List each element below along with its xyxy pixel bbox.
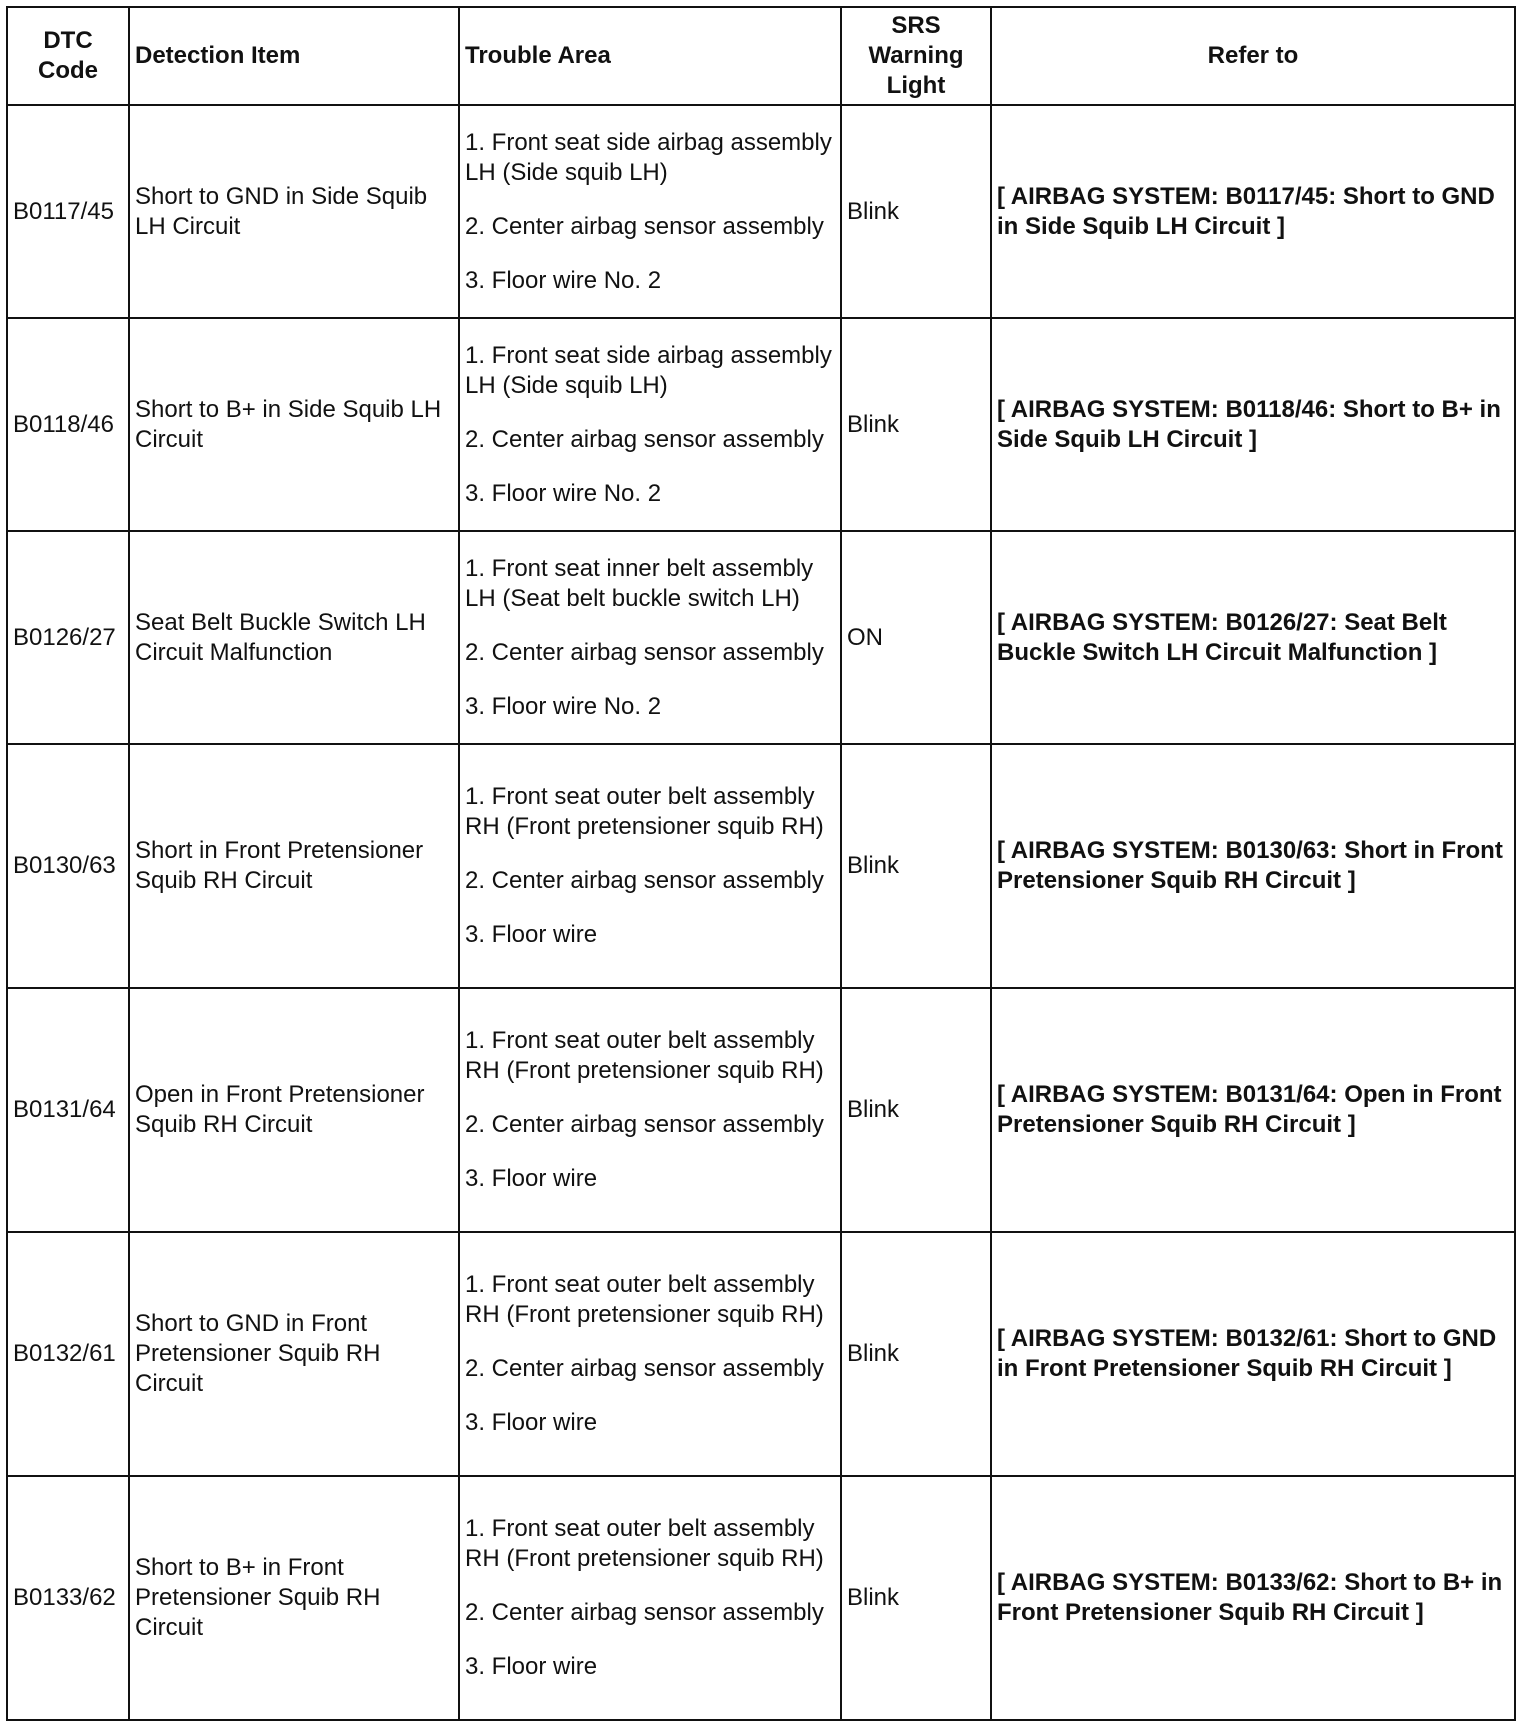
table-row	[7, 1476, 1515, 1720]
table-row	[7, 318, 1515, 531]
refer-to-link[interactable]: [ AIRBAG SYSTEM: B0133/62: Short to B+ in Front Pretensioner Squib RH Circuit ]	[991, 1476, 1515, 1720]
detection-item-cell: Seat Belt Buckle Switch LH Circuit Malfunction	[129, 531, 459, 744]
header-srs-warning-light	[841, 7, 991, 105]
dtc-code-cell: B0131/64	[7, 988, 129, 1232]
trouble-area-step: 2. Center airbag sensor assembly	[465, 1355, 824, 1382]
refer-to-link[interactable]: [ AIRBAG SYSTEM: B0118/46: Short to B+ in Side Squib LH Circuit ]	[991, 318, 1515, 531]
header-dtc-code-line: Code	[38, 57, 98, 84]
trouble-area-step: 1. Front seat outer belt assembly RH (Front pretensioner squib RH)	[465, 1027, 824, 1084]
refer-to-link[interactable]: [ AIRBAG SYSTEM: B0130/63: Short in Front Pretensioner Squib RH Circuit ]	[991, 744, 1515, 988]
trouble-area-step: 3. Floor wire No. 2	[465, 692, 662, 720]
detection-item-cell: Short to GND in Front Pretensioner Squib RH Circuit	[129, 1232, 459, 1476]
detection-item-cell: Short to B+ in Side Squib LH Circuit	[129, 318, 459, 531]
srs-light-cell: ON	[841, 531, 991, 744]
detection-item-cell: Short to GND in Side Squib LH Circuit	[129, 105, 459, 318]
trouble-area-step: 3. Floor wire	[465, 1653, 598, 1680]
header-dtc-code	[7, 7, 129, 105]
header-trouble-area: Trouble Area	[459, 7, 841, 105]
trouble-area-step: 2. Center airbag sensor assembly	[465, 638, 824, 666]
dtc-code-cell: B0118/46	[7, 318, 129, 531]
dtc-table	[6, 6, 1516, 1721]
refer-to-link[interactable]: [ AIRBAG SYSTEM: B0117/45: Short to GND in Side Squib LH Circuit ]	[991, 105, 1515, 318]
table-row	[7, 1232, 1515, 1476]
refer-to-link[interactable]: [ AIRBAG SYSTEM: B0132/61: Short to GND in Front Pretensioner Squib RH Circuit ]	[991, 1232, 1515, 1476]
table-row	[7, 105, 1515, 318]
dtc-code-cell: B0133/62	[7, 1476, 129, 1720]
trouble-area-cell	[459, 1476, 841, 1720]
trouble-area-step: 2. Center airbag sensor assembly	[465, 1599, 824, 1626]
header-detection-item: Detection Item	[129, 7, 459, 105]
table-header-row	[7, 7, 1515, 105]
dtc-code-cell: B0117/45	[7, 105, 129, 318]
header-srs-line: Warning	[868, 42, 964, 69]
trouble-area-step: 3. Floor wire	[465, 921, 598, 948]
srs-light-cell: Blink	[841, 988, 991, 1232]
trouble-area-step: 3. Floor wire	[465, 1165, 598, 1192]
trouble-area-step: 1. Front seat side airbag assembly LH (Side squib LH)	[465, 341, 832, 399]
srs-light-cell: Blink	[841, 1476, 991, 1720]
table-row	[7, 744, 1515, 988]
header-srs-line: SRS	[891, 12, 941, 39]
trouble-area-step: 1. Front seat outer belt assembly RH (Front pretensioner squib RH)	[465, 783, 824, 840]
trouble-area-step: 2. Center airbag sensor assembly	[465, 1111, 824, 1138]
dtc-code-cell: B0126/27	[7, 531, 129, 744]
srs-light-cell: Blink	[841, 105, 991, 318]
dtc-code-cell: B0132/61	[7, 1232, 129, 1476]
header-refer-to: Refer to	[991, 7, 1515, 105]
trouble-area-step: 2. Center airbag sensor assembly	[465, 867, 824, 894]
trouble-area-step: 3. Floor wire No. 2	[465, 266, 662, 294]
srs-light-cell: Blink	[841, 744, 991, 988]
trouble-area-cell	[459, 105, 841, 318]
table-row	[7, 531, 1515, 744]
trouble-area-step: 1. Front seat outer belt assembly RH (Front pretensioner squib RH)	[465, 1515, 824, 1572]
srs-light-cell: Blink	[841, 318, 991, 531]
trouble-area-cell	[459, 531, 841, 744]
trouble-area-step: 1. Front seat outer belt assembly RH (Front pretensioner squib RH)	[465, 1271, 824, 1328]
dtc-code-cell: B0130/63	[7, 744, 129, 988]
refer-to-link[interactable]: [ AIRBAG SYSTEM: B0126/27: Seat Belt Buckle Switch LH Circuit Malfunction ]	[991, 531, 1515, 744]
trouble-area-step: 2. Center airbag sensor assembly	[465, 425, 824, 453]
trouble-area-step: 1. Front seat side airbag assembly LH (Side squib LH)	[465, 128, 832, 186]
table-row	[7, 988, 1515, 1232]
header-srs-line: Light	[886, 72, 946, 99]
detection-item-cell: Short in Front Pretensioner Squib RH Circuit	[129, 744, 459, 988]
trouble-area-cell	[459, 744, 841, 988]
refer-to-link[interactable]: [ AIRBAG SYSTEM: B0131/64: Open in Front Pretensioner Squib RH Circuit ]	[991, 988, 1515, 1232]
trouble-area-cell	[459, 1232, 841, 1476]
detection-item-cell: Open in Front Pretensioner Squib RH Circuit	[129, 988, 459, 1232]
srs-light-cell: Blink	[841, 1232, 991, 1476]
trouble-area-step: 3. Floor wire No. 2	[465, 479, 662, 507]
header-dtc-code-line: DTC	[43, 27, 93, 54]
trouble-area-step: 1. Front seat inner belt assembly LH (Seat belt buckle switch LH)	[465, 554, 814, 612]
trouble-area-cell	[459, 988, 841, 1232]
trouble-area-cell	[459, 318, 841, 531]
trouble-area-step: 2. Center airbag sensor assembly	[465, 212, 824, 240]
trouble-area-step: 3. Floor wire	[465, 1409, 598, 1436]
detection-item-cell: Short to B+ in Front Pretensioner Squib RH Circuit	[129, 1476, 459, 1720]
